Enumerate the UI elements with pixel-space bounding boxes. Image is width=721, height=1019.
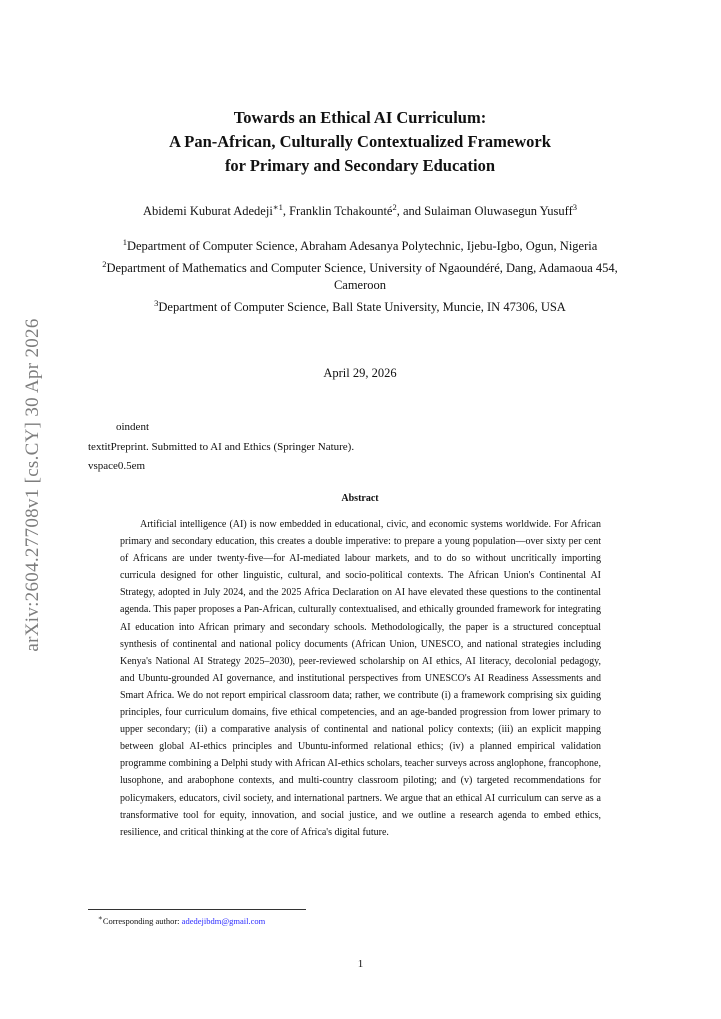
arxiv-sidebar (18, 295, 48, 675)
abstract-body: Artificial intelligence (AI) is now embedded in educational, civic, and economic systems worldwide. For African primary and secondary education, this creates a double imperative: to prepare a young population—over sixty per cent of Africans are under twenty-five—for AI-mediated labour markets, and to do so without uncritically importing curricula designed for other linguistic, cultural, and socio-political contexts. The African Union's Continental AI Strategy, adopted in July 2024, and the 2025 Africa Declaration on AI have elevated these questions to the continental agenda. This paper proposes a Pan-African, culturally contextualised, and ethically grounded framework for integrating AI education into African primary and secondary schools. Methodologically, the paper is a structured conceptual synthesis of continental and national policy documents (African Union, UNESCO, and national strategies including Kenya's National AI Strategy 2025–2030), peer-reviewed scholarship on AI ethics, AI literacy, decolonial pedagogy, and Ubuntu-grounded AI governance, and institutional perspectives from UNESCO's AI Readiness Assessments and Smart Africa. We do not report empirical classroom data; rather, we contribute (i) a framework comprising six guiding principles, four curriculum domains, five ethical competencies, and an age-banded progression from lower primary to upper secondary; (ii) a comparative analysis of continental and national policy contexts; (iii) an explicit mapping between global AI-ethics principles and Ubuntu-informed relational ethics; (iv) a planned empirical validation programme combining a Delphi study with African AI-ethics scholars, teacher surveys across anglophone, francophone, lusophone, and arabophone contexts, and multi-country classroom piloting; and (v) targeted recommendations for policymakers, educators, civil society, and international partners. We argue that an ethical AI curriculum can serve as a transformative tool for equity, innovation, and social justice, and we outline a research agenda to embed ethics, resilience, and critical thinking at the core of Africa's digital future. (120, 519, 601, 838)
email-link[interactable]: adedejibdm@gmail.com (181, 915, 266, 926)
affiliation-3-mark: 3 (154, 297, 159, 308)
title-line-2: A Pan-African, Culturally Contextualized Framework (169, 132, 551, 151)
title-line-3: for Primary and Secondary Education (224, 156, 496, 175)
footnote-label: Corresponding author: (102, 915, 182, 926)
affiliation-3 (100, 295, 620, 317)
page-number: 1 (357, 958, 364, 970)
author-3-mark: 3 (572, 202, 578, 212)
stray-latex-3: vspace0.5em (88, 460, 146, 472)
affiliation-2 (100, 256, 620, 295)
stray-latex-2: textitPreprint. Submitted to AI and Ethics (Springer Nature). (88, 441, 355, 453)
author-2: , Franklin Tchakounté (282, 204, 393, 219)
affiliation-2-mark: 2 (102, 258, 107, 269)
affiliation-2-text: Department of Mathematics and Computer Science, University of Ngaoundéré, Dang, Adamaoua 454, Cameroon (106, 260, 618, 293)
author-2-mark: 2 (392, 202, 397, 212)
author-1: Abidemi Kuburat Adedeji (142, 204, 273, 219)
affiliations (100, 234, 620, 316)
author-3: , and Sulaiman Oluwasegun Yusuff (396, 204, 573, 219)
arxiv-identifier: arXiv:2604.27708v1 [cs.CY] 30 Apr 2026 (22, 318, 43, 652)
footnote-mark: ∗ (98, 914, 103, 922)
footnote-rule (88, 909, 306, 910)
affiliation-1 (100, 234, 620, 256)
author-1-mark: ∗1 (272, 202, 283, 212)
title-line-1: Towards an Ethical AI Curriculum: (233, 108, 487, 127)
paper-date: April 29, 2026 (323, 366, 397, 380)
paper-title (100, 106, 620, 178)
footnote (98, 913, 265, 926)
affiliation-1-mark: 1 (122, 237, 127, 247)
stray-latex-1: oindent (116, 421, 149, 433)
abstract-heading: Abstract (341, 493, 379, 504)
affiliation-3-text: Department of Computer Science, Ball State University, Muncie, IN 47306, USA (158, 299, 566, 314)
author-list (60, 202, 660, 219)
affiliation-1-text: Department of Computer Science, Abraham Adesanya Polytechnic, Ijebu-Igbo, Ogun, Nigeria (126, 239, 598, 254)
